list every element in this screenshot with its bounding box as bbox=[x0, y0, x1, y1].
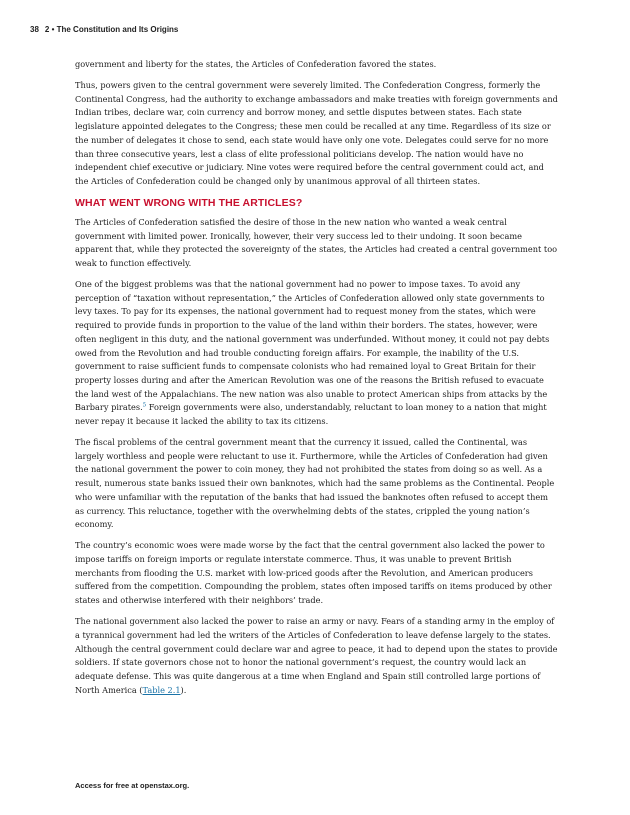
paragraph bbox=[75, 615, 558, 697]
page-footer: Access for free at openstax.org. bbox=[75, 781, 190, 790]
paragraph bbox=[75, 278, 558, 429]
paragraph: The fiscal problems of the central government meant that the currency it issued, called the Continental, was largely worthless and people were reluctant to use it. Furthermore, while the Articles of Confederation had given the national government the power to coin money, they had not prohibited the states from doing so as well. As a result, numerous state banks issued their own banknotes, which had the same problems as the Continental. People who were unfamiliar with the reputation of the banks that had issued the banknotes often refused to accept them as currency. This reluctance, together with the overwhelming debts of the states, crippled the young nation’s economy. bbox=[75, 437, 555, 530]
paragraph: The country’s economic woes were made worse by the fact that the central government also lacked the power to impose tariffs on foreign imports or regulate interstate commerce. Thus, it was unable to prevent British merchants from flooding the U.S. market with low-priced goods after the Revolution, and American producers suffered from the competition. Compounding the problem, states often imposed tariffs on items produced by other states and otherwise interfered with their neighbors’ trade. bbox=[75, 540, 552, 606]
paragraph: government and liberty for the states, the Articles of Confederation favored the states. bbox=[75, 59, 437, 69]
footnote-reference[interactable]: 5 bbox=[142, 402, 147, 409]
paragraph-text: One of the biggest problems was that the national government had no power to impose taxes. To avoid any perception of “taxation without representation,” the Articles of Confederation allowed only state governments to levy taxes. To pay for its expenses, the national government had to request money from the states, which were required to provide funds in proportion to the value of the land within their borders. The states, however, were often negligent in this duty, and the national government was underfunded. Without money, it could not pay debts owed from the Revolution and had trouble conducting foreign affairs. For example, the inability of the U.S. government to raise sufficient funds to compensate colonists who had remained loyal to Great Britain for their property losses during and after the American Revolution was one of the reasons the British refused to evacuate the land west of the Appalachians. The new nation was also unable to protect American ships from attacks by the Barbary pirates. bbox=[75, 279, 550, 413]
paragraph: The Articles of Confederation satisfied the desire of those in the new nation who wanted a weak central government with limited power. Ironically, however, their very success led to their undoing. It soon became apparent that, while they protected the sovereignty of the states, the Articles had created a central government too weak to function effectively. bbox=[75, 216, 558, 269]
paragraph-text: The national government also lacked the power to raise an army or navy. Fears of a standing army in the employ of a tyrannical government had led the writers of the Articles of Confederation to leave defense largely to the states. Although the central government could declare war and agree to peace, it had to depend upon the states to provide soldiers. If state governors chose not to honor the national government’s request, the country would lack an adequate defense. This was quite dangerous at a time when England and Spain still controlled large portions of North America ( bbox=[75, 616, 558, 695]
paragraph-text: ). bbox=[180, 684, 187, 695]
table-link[interactable]: Table 2.1 bbox=[142, 684, 181, 695]
section-heading: WHAT WENT WRONG WITH THE ARTICLES? bbox=[75, 196, 303, 209]
running-header bbox=[30, 25, 178, 34]
paragraph: Thus, powers given to the central government were severely limited. The Confederation Congress, formerly the Continental Congress, had the authority to exchange ambassadors and make treaties with foreign governments and Indian tribes, declare war, coin currency and borrow money, and settle disputes between states. Each state legislature appointed delegates to the Congress; these men could be recalled at any time. Regardless of its size or the number of delegates it chose to send, each state would have only one vote. Delegates could serve for no more than three consecutive years, lest a class of elite professional politicians develop. The nation would have no independent chief executive or judiciary. Nine votes were required before the central government could act, and the Articles of Confederation could be changed only by unanimous approval of all thirteen states. bbox=[75, 80, 558, 186]
chapter-title: 2 • The Constitution and Its Origins bbox=[44, 25, 179, 34]
body-text bbox=[75, 58, 558, 705]
page-number: 38 bbox=[30, 25, 39, 34]
paragraph-text: Foreign governments were also, understandably, reluctant to loan money to a nation that might never repay it because it lacked the ability to tax its citizens. bbox=[75, 402, 547, 427]
